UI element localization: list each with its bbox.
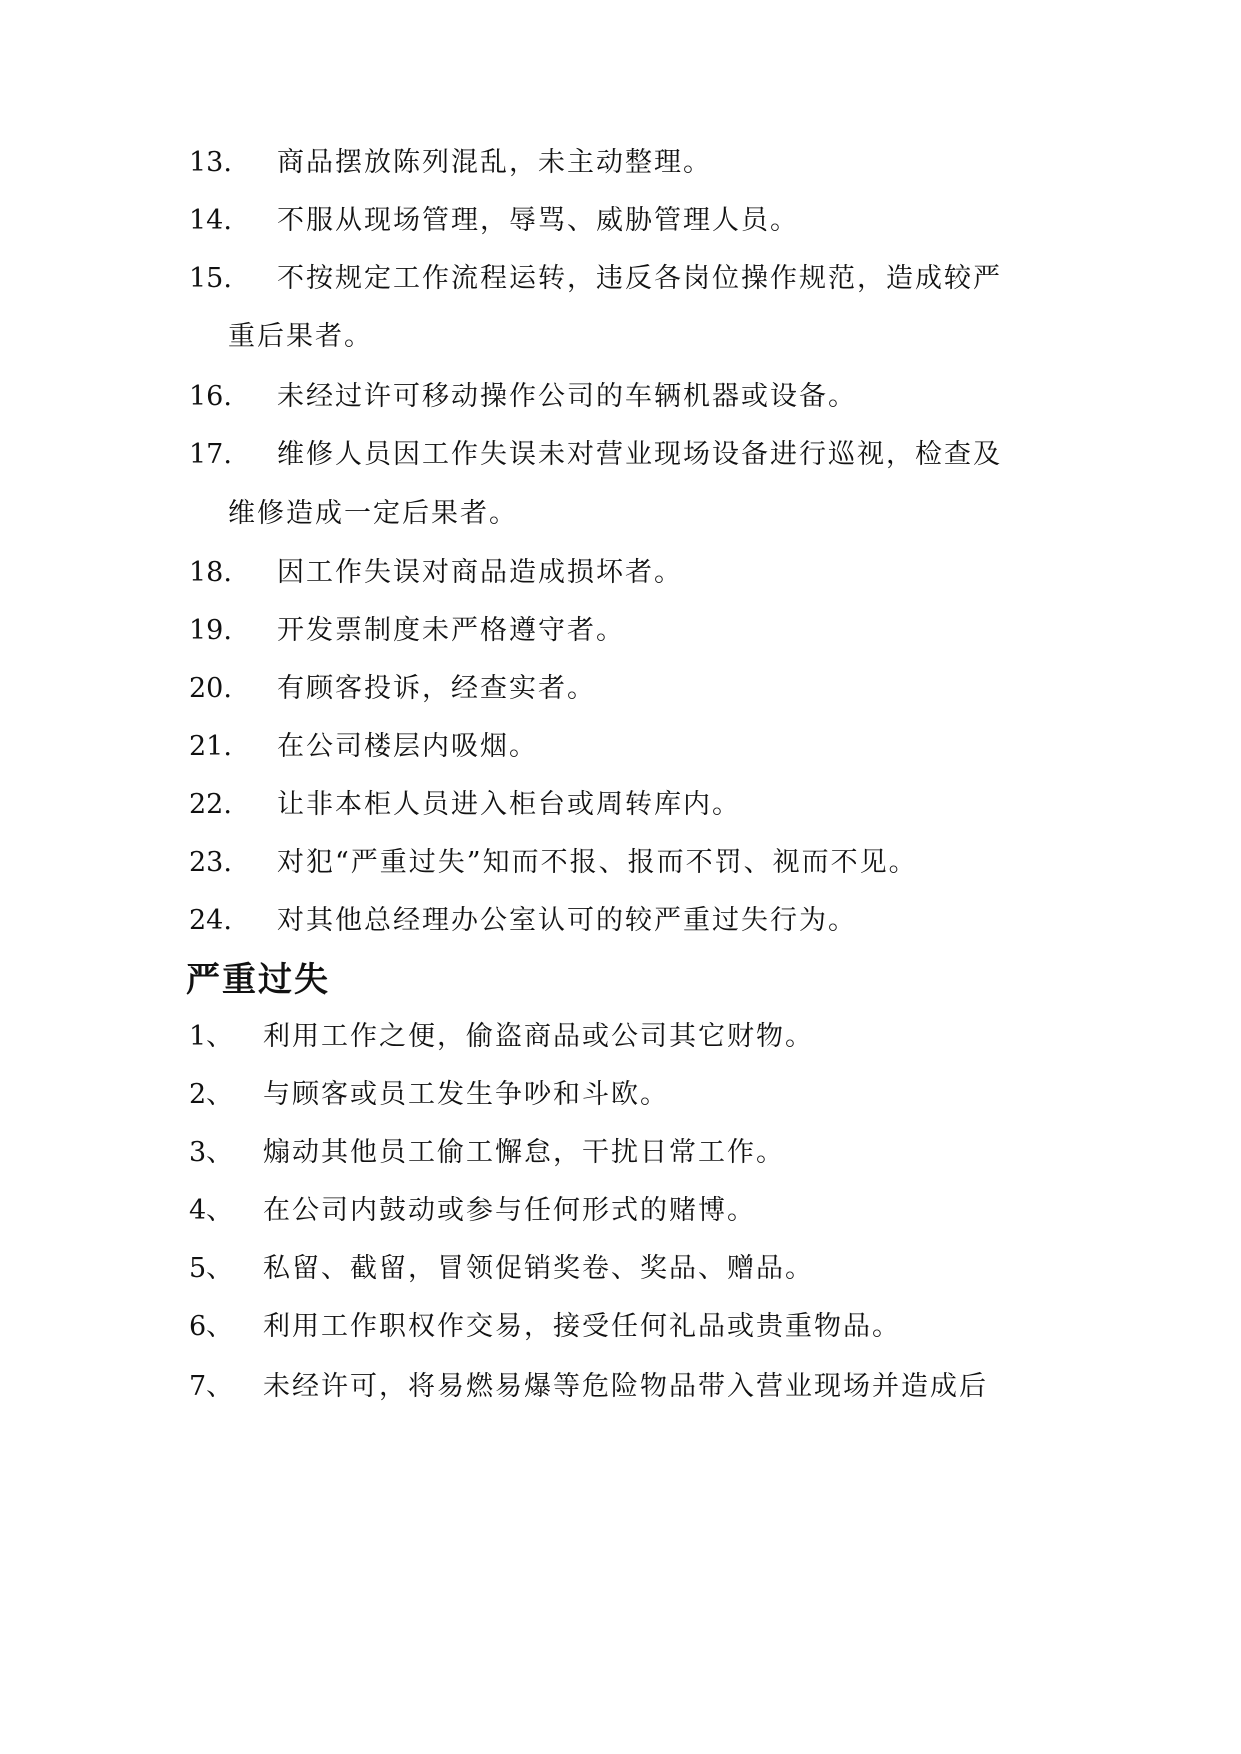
item-number: 1、 [189,1021,234,1052]
list-item [189,204,1069,238]
item-text: 煽动其他员工偷工懈怠，干扰日常工作。 [263,1137,785,1168]
item-number: 14. [189,205,232,236]
list-item [189,1194,1069,1228]
item-text: 未经过许可移动操作公司的车辆机器或设备。 [277,381,857,412]
item-text: 在公司内鼓动或参与任何形式的赌博。 [263,1195,756,1226]
item-text: 有顾客投诉，经查实者。 [277,673,596,704]
item-number: 6、 [189,1311,234,1342]
item-text: 与顾客或员工发生争吵和斗欧。 [263,1079,669,1110]
list-item [189,672,1069,706]
list-item [189,846,1069,880]
item-number: 16. [189,381,232,412]
list-item [189,1136,1069,1170]
item-number: 22. [189,789,232,820]
list-item [189,1078,1069,1112]
item-number: 18. [189,557,232,588]
list-item [189,730,1069,764]
list-item [189,146,1069,180]
item-text: 维修人员因工作失误未对营业现场设备进行巡视，检查及 [277,439,1002,470]
item-number: 13. [189,147,232,178]
item-text: 私留、截留，冒领促销奖卷、奖品、赠品。 [263,1253,814,1284]
list-item [189,380,1069,414]
list-item [189,262,1069,296]
item-number: 4、 [189,1195,234,1226]
section-heading-serious-offences: 严重过失 [186,960,330,1000]
item-number: 3、 [189,1137,234,1168]
item-number: 7、 [189,1371,234,1402]
list-item [189,1310,1069,1344]
item-number: 19. [189,615,232,646]
item-number: 24. [189,905,232,936]
item-number: 15. [189,263,232,294]
item-text: 让非本柜人员进入柜台或周转库内。 [277,789,741,820]
item-text: 商品摆放陈列混乱，未主动整理。 [277,147,712,178]
item-continuation: 维修造成一定后果者。 [228,498,518,529]
item-text: 在公司楼层内吸烟。 [277,731,538,762]
item-text: 未经许可，将易燃易爆等危险物品带入营业现场并造成后 [263,1371,988,1402]
list-item [189,1020,1069,1054]
item-text: 因工作失误对商品造成损坏者。 [277,557,683,588]
item-number: 20. [189,673,232,704]
list-item [189,1252,1069,1286]
list-item [189,1370,1069,1404]
list-item [189,438,1069,472]
item-text: 不按规定工作流程运转，违反各岗位操作规范，造成较严 [277,263,1002,294]
item-text: 利用工作职权作交易，接受任何礼品或贵重物品。 [263,1311,901,1342]
item-number: 23. [189,847,232,878]
item-text: 对其他总经理办公室认可的较严重过失行为。 [277,905,857,936]
list-item [189,788,1069,822]
list-item [189,556,1069,590]
item-text: 对犯“严重过失”知而不报、报而不罚、视而不见。 [277,847,918,878]
item-continuation: 重后果者。 [228,321,373,352]
item-text: 开发票制度未严格遵守者。 [277,615,625,646]
item-number: 17. [189,439,232,470]
list-item [189,614,1069,648]
item-number: 5、 [189,1253,234,1284]
list-item [189,904,1069,938]
item-number: 2、 [189,1079,234,1110]
item-number: 21. [189,731,232,762]
item-text: 利用工作之便，偷盗商品或公司其它财物。 [263,1021,814,1052]
item-text: 不服从现场管理，辱骂、威胁管理人员。 [277,205,799,236]
